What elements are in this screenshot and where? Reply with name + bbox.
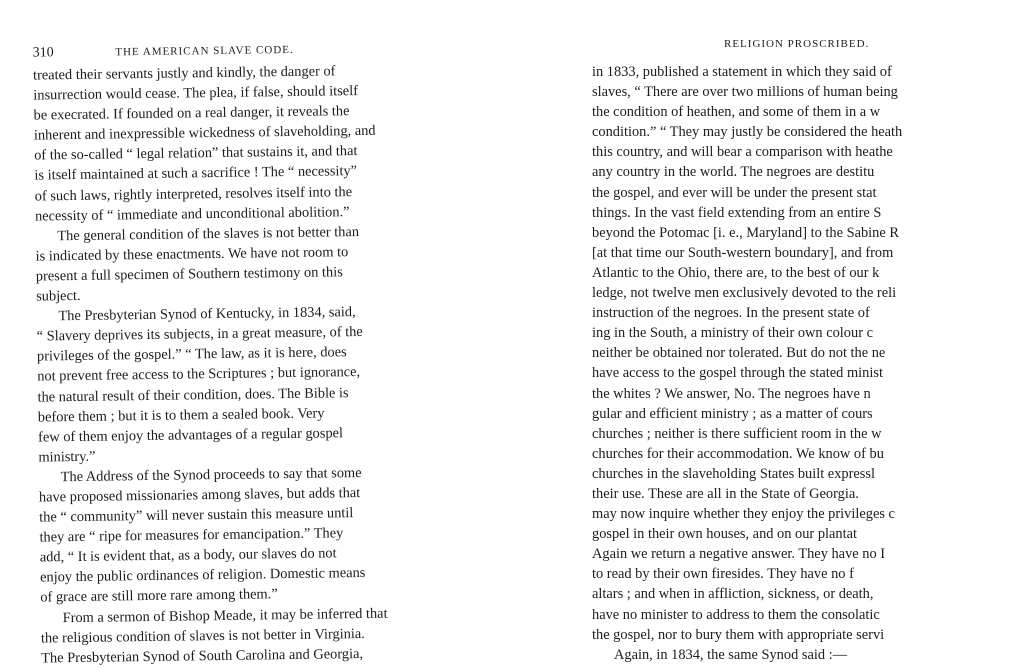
left-page-number: 310 xyxy=(32,45,54,61)
text-line: ing in the South, a ministry of their own colour c xyxy=(592,325,873,342)
text-line: the gospel, nor to bury them with appropriate servi xyxy=(592,626,885,643)
text-line: to read by their own firesides. They have no f xyxy=(592,566,854,583)
text-line: of grace are still more rare among them.” xyxy=(40,586,278,606)
text-line: have no minister to address to them the consolatic xyxy=(592,606,880,623)
left-running-head: THE AMERICAN SLAVE CODE. xyxy=(115,43,294,59)
text-line: slaves, “ There are over two millions of human being xyxy=(592,84,898,101)
text-line: not prevent free access to the Scriptures ; but ignorance, xyxy=(37,364,361,385)
text-line: this country, and will bear a comparison with heathe xyxy=(592,144,893,161)
text-line: The Address of the Synod proceeds to say that some xyxy=(60,464,362,486)
text-line: From a sermon of Bishop Meade, it may be inferred that xyxy=(62,605,388,626)
text-line: altars ; and when in affliction, sickness, or death, xyxy=(592,586,874,603)
text-line: necessity of “ immediate and unconditional abolition.” xyxy=(34,203,350,225)
text-line: the condition of heathen, and some of them in a w xyxy=(592,104,881,121)
text-line: may now inquire whether they enjoy the privileges c xyxy=(592,506,895,523)
text-line: gular and efficient ministry ; as a matter of cours xyxy=(592,405,873,422)
text-line: is itself maintained at such a sacrifice ! The “ necessity” xyxy=(34,163,358,185)
text-line: The Presbyterian Synod of Kentucky, in 1834, said, xyxy=(58,304,356,325)
text-line: in 1833, published a statement in which they said of xyxy=(592,64,892,80)
text-line: subject. xyxy=(36,287,81,305)
text-line: beyond the Potomac [i. e., Maryland] to the Sabine R xyxy=(592,224,899,241)
text-line: treated their servants justly and kindly, the danger of xyxy=(32,63,336,84)
left-page xyxy=(0,0,499,667)
text-line: condition.” “ They may justly be considered the heath xyxy=(592,124,903,141)
text-line: the “ community” will never sustain this measure until xyxy=(39,505,354,526)
text-line: they are “ ripe for measures for emancipation.” They xyxy=(39,525,344,546)
text-line: of such laws, rightly interpreted, resolves itself into the xyxy=(34,183,353,205)
right-running-head: RELIGION PROSCRIBED. xyxy=(724,38,870,50)
right-running-header xyxy=(724,38,869,50)
right-text-column xyxy=(592,62,1012,665)
text-line: the natural result of their condition, does. The Bible is xyxy=(37,384,349,406)
text-line: be execrated. If founded on a real danger, it reveals the xyxy=(33,103,350,124)
text-line: their use. These are all in the State of Georgia. xyxy=(592,485,859,502)
text-line: instruction of the negroes. In the present state of xyxy=(592,305,870,322)
text-line: privileges of the gospel.” “ The law, as it is here, does xyxy=(36,344,347,365)
text-line: churches ; neither is there sufficient room in the w xyxy=(592,425,882,442)
text-line: the whites ? We answer, No. The negroes have n xyxy=(592,385,871,402)
text-line: any country in the world. The negroes are destitu xyxy=(592,164,875,181)
left-running-header xyxy=(33,42,294,62)
text-line: churches in the slaveholding States built expressl xyxy=(592,465,875,482)
text-line: ledge, not twelve men exclusively devoted to the reli xyxy=(592,285,897,302)
text-line: the religious condition of slaves is not better in Virginia. xyxy=(40,625,365,647)
text-line: things. In the vast field extending from an entire S xyxy=(592,204,882,221)
text-line: have proposed missionaries among slaves, but adds that xyxy=(38,484,361,506)
text-line: add, “ It is evident that, as a body, our slaves do not xyxy=(39,545,337,566)
text-line: churches for their accommodation. We know of bu xyxy=(592,445,884,462)
text-line: present a full specimen of Southern testimony on this xyxy=(35,264,343,285)
text-line: enjoy the public ordinances of religion. Domestic means xyxy=(39,565,366,586)
text-line: have access to the gospel through the stated minist xyxy=(592,365,883,382)
text-line: gospel in their own houses, and on our plantat xyxy=(592,526,857,543)
text-line: The Presbyterian Synod of South Carolina and Georgia, xyxy=(41,645,364,667)
text-line: The general condition of the slaves is not better than xyxy=(57,223,360,244)
text-line: the gospel, and ever will be under the present stat xyxy=(592,184,877,201)
text-line: [at that time our South-western boundary], and from xyxy=(592,244,894,261)
text-line: “ Slavery deprives its subjects, in a great measure, of the xyxy=(36,324,363,345)
text-line: ministry.” xyxy=(38,448,96,466)
text-line: inherent and inexpressible wickedness of slaveholding, and xyxy=(33,123,376,144)
text-line: neither be obtained nor tolerated. But do not the ne xyxy=(592,345,886,362)
left-text-column xyxy=(33,59,475,668)
text-line: before them ; but it is to them a sealed book. Very xyxy=(37,405,325,426)
text-line: is indicated by these enactments. We have not room to xyxy=(35,244,349,265)
text-line: Atlantic to the Ohio, there are, to the best of our k xyxy=(592,264,880,281)
text-line: of the so-called “ legal relation” that sustains it, and that xyxy=(34,143,358,164)
text-line: Again, in 1834, the same Synod said :— xyxy=(614,646,848,663)
text-line: Again we return a negative answer. They have no I xyxy=(592,546,886,563)
right-page xyxy=(582,0,980,663)
text-line: few of them enjoy the advantages of a regular gospel xyxy=(37,424,344,446)
text-line: insurrection would cease. The plea, if false, should itself xyxy=(33,83,359,104)
